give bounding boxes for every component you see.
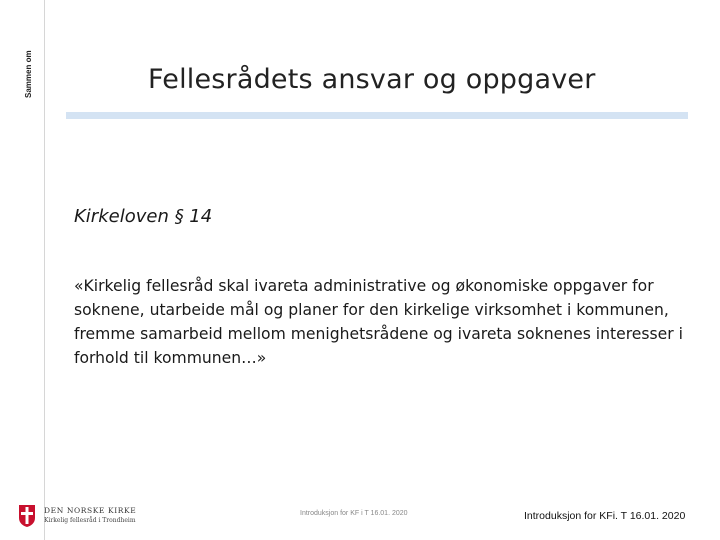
slide-subheading: Kirkeloven § 14 <box>74 206 213 227</box>
footer-small-text: Introduksjon for KF i T 16.01. 2020 <box>300 510 408 517</box>
sidebar-divider <box>44 0 45 540</box>
slide-quote: «Kirkelig fellesråd skal ivareta administrative og økonomiske oppgaver for soknene, utarbeide mål og planer for den kirkelige virksomhet i kommunen, fremme samarbeid mellom menighetsrådene og ivareta soknenes interesser i forhold til kommunen…» <box>74 277 683 367</box>
logo-text <box>44 506 136 526</box>
sidebar-label: Sammen om <box>24 50 33 98</box>
title-underline-bar <box>66 112 688 119</box>
logo-name: DEN NORSKE KIRKE <box>44 506 137 515</box>
footer-right-text: Introduksjon for KFi. T 16.01. 2020 <box>524 510 686 522</box>
church-cross-shield-icon <box>18 504 36 528</box>
slide-title: Fellesrådets ansvar og oppgaver <box>148 64 596 95</box>
church-logo <box>18 502 136 530</box>
logo-subtitle: Kirkelig fellesråd i Trondheim <box>44 517 136 524</box>
